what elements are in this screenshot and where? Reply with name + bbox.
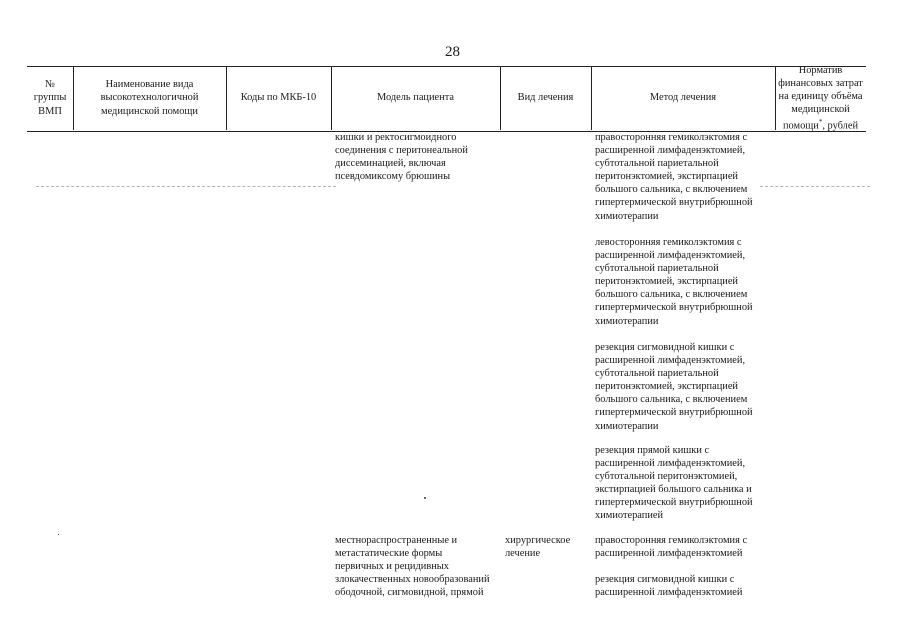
scan-line [36,186,336,187]
header-icd-codes: Коды по МКБ-10 [240,92,317,104]
header-cost-text: Норматив финансовых затрат на единицу объёма медицинской помощи [778,64,863,132]
header-treatment-type: Вид лечения [517,92,574,104]
scan-speck [424,497,426,499]
header-group-number: № группы ВМП [33,79,67,117]
header-patient-model: Модель пациента [376,92,455,104]
scan-speck [58,534,59,535]
header-cost-unit: , рублей [822,120,859,132]
treatment-method-6: резекция сигмовидной кишки с расширенной лимфаденэктомией [595,574,743,599]
treatment-type-2: хирургическое лечение [505,535,571,560]
treatment-method-4: резекция прямой кишки с расширенной лимфаденэктомией, субтотальной перитонэктомией, экстирпацией большого сальника и гипертермической внутрибрюшной химиотерапией [595,445,753,522]
treatment-method-1: правосторонняя гемиколэктомия с расширенной лимфаденэктомией, субтотальной париетальной перитонэктомией, экстирпацией большого сальника, с включением гипертермической внутрибрюшной химиотерапии [595,132,753,222]
header-treatment-method: Метод лечения [649,92,717,104]
treatment-method-3: резекция сигмовидной кишки с расширенной лимфаденэктомией, субтотальной париетальной перитонэктомией, экстирпацией большого сальника, с включением гипертермической внутрибрюшной химиотерапии [595,342,753,432]
scan-line [760,186,870,187]
treatment-method-5: правосторонняя гемиколэктомия с расширенной лимфаденэктомией [595,535,748,560]
patient-model-1: кишки и ректосигмоидного соединения с перитонеальной диссеминацией, включая псевдомиксому брюшины [335,132,468,183]
patient-model-2: местнораспространенные и метастатические формы первичных и рецидивных злокачественных новообразований ободочной, сигмовидной, прямой [335,535,490,599]
header-care-type: Наименование вида высокотехнологичной медицинской помощи [100,79,199,117]
header-cost-standard [775,66,866,130]
page-number: 28 [445,44,460,60]
treatment-method-2: левосторонняя гемиколэктомия с расширенной лимфаденэктомией, субтотальной париетальной перитонэктомией, экстирпацией большого сальника, с включением гипертермической внутрибрюшной химиотерапии [595,237,753,327]
footnote-marker: * [818,117,823,126]
